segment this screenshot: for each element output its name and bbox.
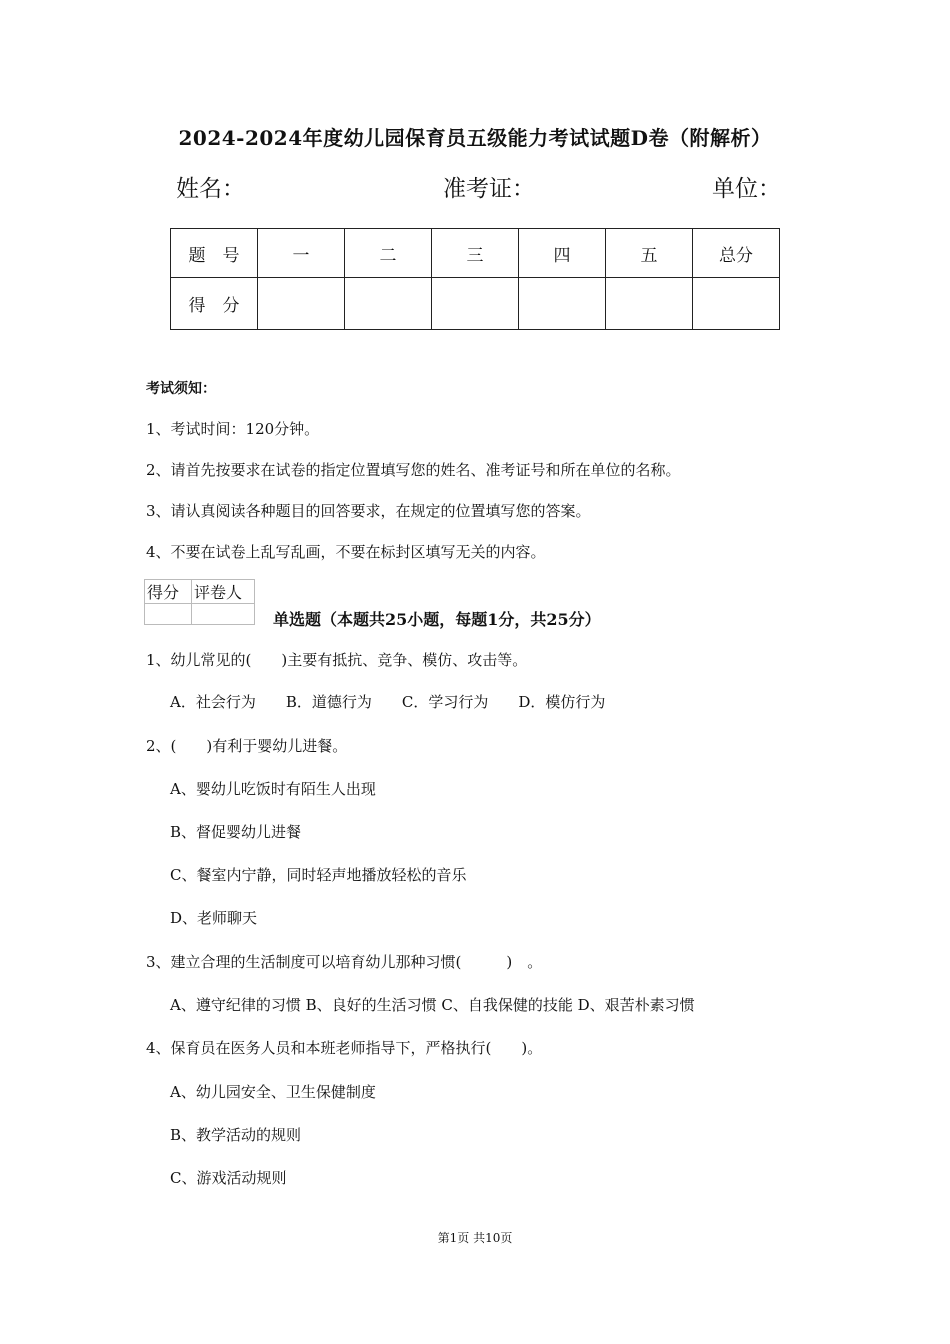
question-stem: 4、保育员在医务人员和本班老师指导下，严格执行( )。 xyxy=(146,1039,543,1057)
grader-box xyxy=(144,579,255,625)
header-cell-2: 二 xyxy=(345,229,432,278)
notice-title: 考试须知： xyxy=(146,381,216,397)
score-cell-4[interactable] xyxy=(519,278,606,330)
question-option: D、老师聊天 xyxy=(170,909,258,927)
grader-reviewer-cell[interactable] xyxy=(192,604,255,625)
question-option: B、教学活动的规则 xyxy=(170,1126,302,1144)
score-table xyxy=(170,228,780,330)
header-cell-4: 四 xyxy=(519,229,606,278)
grader-reviewer-label: 评卷人 xyxy=(192,580,255,604)
notice-item: 2、请首先按要求在试卷的指定位置填写您的姓名、准考证号和所在单位的名称。 xyxy=(146,461,681,479)
question-stem: 1、幼儿常见的( )主要有抵抗、竞争、模仿、攻击等。 xyxy=(146,651,528,669)
score-cell-2[interactable] xyxy=(345,278,432,330)
exam-id-field-label: 准考证： xyxy=(443,176,535,202)
question-options: A．社会行为 B．道德行为 C．学习行为 D．模仿行为 xyxy=(170,693,606,711)
question-stem: 3、建立合理的生活制度可以培育幼儿那种习惯( ) 。 xyxy=(146,953,543,971)
page-footer: 第1页 共10页 xyxy=(437,1231,513,1245)
score-table-score-row xyxy=(171,278,780,330)
question-stem: 2、( )有利于婴幼儿进餐。 xyxy=(146,737,348,755)
notice-item: 4、不要在试卷上乱写乱画，不要在标封区填写无关的内容。 xyxy=(146,543,546,561)
notice-item: 1、考试时间：120分钟。 xyxy=(146,420,320,438)
header-cell-question-no: 题 号 xyxy=(171,229,258,278)
score-cell-3[interactable] xyxy=(432,278,519,330)
unit-field-label: 单位： xyxy=(712,176,781,202)
question-option: C、游戏活动规则 xyxy=(170,1169,287,1187)
section-title: 单选题（本题共25小题，每题1分，共25分） xyxy=(273,610,601,629)
score-cell-total[interactable] xyxy=(693,278,780,330)
name-field-label: 姓名： xyxy=(176,176,245,202)
score-table-header-row xyxy=(171,229,780,278)
question-option: B、督促婴幼儿进餐 xyxy=(170,823,302,841)
question-option: C、餐室内宁静，同时轻声地播放轻松的音乐 xyxy=(170,866,467,884)
header-cell-total: 总分 xyxy=(693,229,780,278)
grader-score-cell[interactable] xyxy=(145,604,192,625)
header-cell-3: 三 xyxy=(432,229,519,278)
grader-score-label: 得分 xyxy=(145,580,192,604)
header-cell-5: 五 xyxy=(606,229,693,278)
score-cell-1[interactable] xyxy=(258,278,345,330)
score-row-label: 得 分 xyxy=(171,278,258,330)
question-option: A、婴幼儿吃饭时有陌生人出现 xyxy=(170,780,376,798)
notice-item: 3、请认真阅读各种题目的回答要求，在规定的位置填写您的答案。 xyxy=(146,502,591,520)
header-cell-1: 一 xyxy=(258,229,345,278)
score-cell-5[interactable] xyxy=(606,278,693,330)
question-options: A、遵守纪律的习惯 B、良好的生活习惯 C、自我保健的技能 D、艰苦朴素习惯 xyxy=(170,996,695,1014)
question-option: A、幼儿园安全、卫生保健制度 xyxy=(170,1083,376,1101)
page-title: 2024-2024年度幼儿园保育员五级能力考试试题D卷（附解析） xyxy=(178,126,772,150)
